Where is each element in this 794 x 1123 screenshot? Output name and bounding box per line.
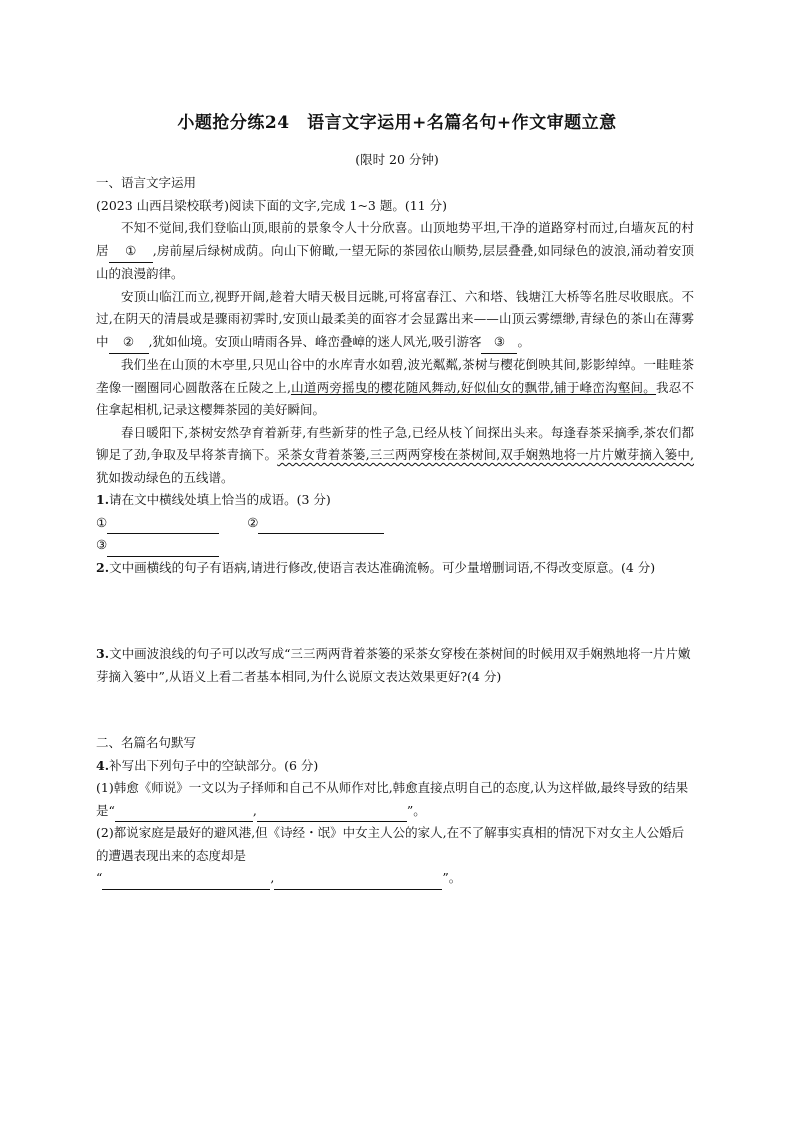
answer-space-2[interactable] xyxy=(96,579,694,643)
blank-1[interactable]: ① xyxy=(109,240,153,264)
answer-line-1[interactable] xyxy=(107,519,219,534)
wavy-underlined-sentence: 采茶女背着茶篓,三三两两穿梭在茶树间,双手娴熟地将一片片嫩芽摘入篓中, xyxy=(277,447,695,462)
document-body xyxy=(96,172,694,890)
question-2: 2.文中画横线的句子有语病,请进行修改,使语言表达准确流畅。可少量增删词语,不得改变原意。(4 分) xyxy=(96,559,656,575)
question-3: 3.文中画波浪线的句子可以改写成“三三两两背着茶篓的采茶女穿梭在茶树间的时候用双手娴熟地将一片片嫩芽摘入篓中”,从语义上看二者基本相同,为什么说原文表达效果更好?(4 分) xyxy=(96,646,691,684)
question-1: 1.请在文中横线处填上恰当的成语。(3 分) xyxy=(96,492,331,507)
source-note: (2023 山西吕梁校联考)阅读下面的文字,完成 1~3 题。(11 分) xyxy=(96,197,447,213)
question-1-answers xyxy=(96,512,694,535)
question-4-2: (2)都说家庭是最好的避风港,但《诗经・氓》中女主人公的家人,在不了解事实真相的情况下对女主人公婚后的遭遇表现出来的态度却是 xyxy=(96,825,685,863)
paragraph-2: 安顶山临江而立,视野开阔,趁着大晴天极目远眺,可将富春江、六和塔、钱塘江大桥等名胜尽收眼底。不过,在阴天的清晨或是骤雨初霁时,安顶山最柔美的面容才会显露出来——山顶云雾缥缈,青绿色的茶山在薄雾中 ② ,犹如仙境。安顶山晴雨各异、峰峦叠嶂的迷人风光,吸引游客 ③ 。 xyxy=(96,286,694,355)
question-4-2-answer: “ , ”。 xyxy=(96,867,694,890)
answer-1: ① xyxy=(96,512,219,535)
page-title: 小题抢分练24 语言文字运用+名篇名句+作文审题立意 xyxy=(177,113,617,133)
blank-2[interactable]: ② xyxy=(109,331,149,355)
answer-line-3[interactable] xyxy=(107,542,219,557)
answer-line-2[interactable] xyxy=(258,519,384,534)
time-limit: (限时 20 分钟) xyxy=(355,152,439,167)
answer-space-3[interactable] xyxy=(96,688,694,732)
answer-line-4-1b[interactable] xyxy=(257,807,407,822)
paragraph-3: 我们坐在山顶的木亭里,只见山谷中的水库青水如碧,波光粼粼,茶树与樱花倒映其间,影影绰绰。一畦畦茶垄像一圈圈同心圆散落在丘陵之上,山道两旁摇曳的樱花随风舞动,好似仙女的飘带,铺于峰峦沟壑间。我忍不住拿起相机,记录这樱舞茶园的美好瞬间。 xyxy=(96,357,694,417)
paragraph-4: 春日暖阳下,茶树安然孕育着新芽,有些新芽的性子急,已经从枝丫间探出头来。每逢春茶采摘季,茶农们都铆足了劲,争取及早将茶青摘下。采茶女背着茶篓,三三两两穿梭在茶树间,双手娴熟地将一片片嫩芽摘入篓中,犹如拨动绿色的五线谱。 xyxy=(96,424,695,485)
answer-line-4-2b[interactable] xyxy=(274,875,442,890)
answer-line-4-1a[interactable] xyxy=(115,807,253,822)
answer-3: ③ xyxy=(96,534,694,557)
section2-heading: 二、名篇名句默写 xyxy=(96,735,197,750)
paragraph-1: 不知不觉间,我们登临山顶,眼前的景象令人十分欣喜。山顶地势平坦,干净的道路穿村而过,白墙灰瓦的村居 ① ,房前屋后绿树成荫。向山下俯瞰,一望无际的茶园依山顺势,层层叠叠,如同绿色的波浪,涌动着安顶山的浪漫韵律。 xyxy=(96,220,694,281)
blank-3[interactable]: ③ xyxy=(481,331,517,355)
question-4: 4.补写出下列句子中的空缺部分。(6 分) xyxy=(96,757,319,773)
underlined-sentence: 山道两旁摇曳的樱花随风舞动,好似仙女的飘带,铺于峰峦沟壑间。 xyxy=(290,379,657,395)
answer-2: ② xyxy=(247,512,384,535)
section1-heading: 一、语言文字运用 xyxy=(96,175,197,190)
question-4-1: (1)韩愈《师说》一文以为子择师和自己不从师作对比,韩愈直接点明自己的态度,认为这样做,最终导致的结果是“ , ”。 xyxy=(96,777,694,822)
answer-line-4-2a[interactable] xyxy=(102,875,270,890)
